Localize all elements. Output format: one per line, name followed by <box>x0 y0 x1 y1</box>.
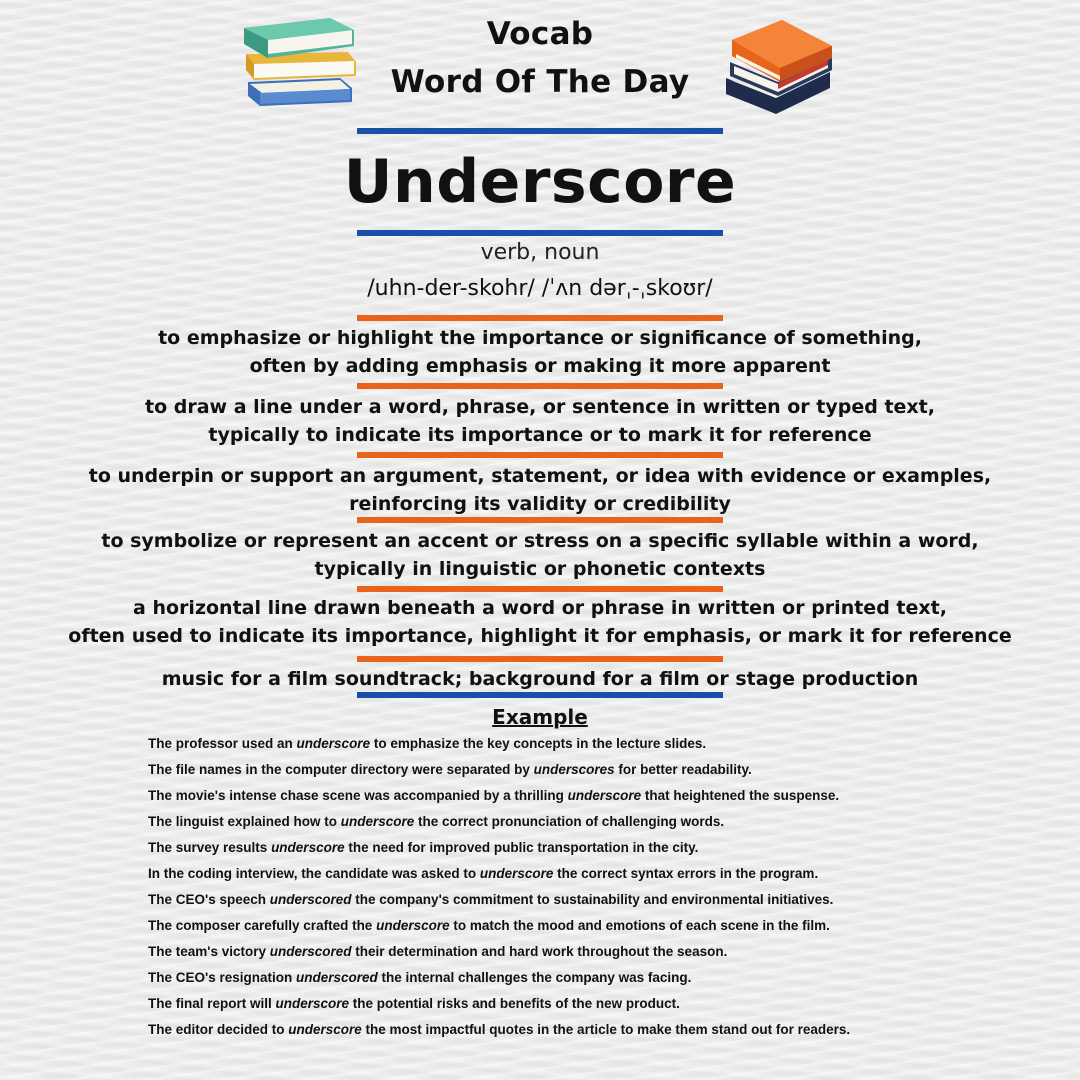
definition-1-line1: to emphasize or highlight the importance or significance of something, <box>158 327 922 349</box>
definition-5-line1: a horizontal line drawn beneath a word or phrase in written or printed text, <box>133 597 947 619</box>
divider-orange-5 <box>357 586 723 592</box>
example-sentence: The final report will underscore the potential risks and benefits of the new product. <box>148 996 680 1011</box>
divider-orange-3 <box>357 452 723 458</box>
example-sentence: The movie's intense chase scene was accompanied by a thrilling underscore that heightened the suspense. <box>148 788 840 803</box>
definition-3-line2: reinforcing its validity or credibility <box>349 493 731 515</box>
definition-2-line2: typically to indicate its importance or to mark it for reference <box>208 424 872 446</box>
example-sentence: The composer carefully crafted the underscore to match the mood and emotions of each scene in the film. <box>148 918 830 933</box>
definition-2 <box>0 393 1080 449</box>
definition-5 <box>0 594 1080 650</box>
headword: Underscore <box>343 147 737 217</box>
part-of-speech: verb, noun <box>480 240 600 265</box>
example-sentence: The CEO's speech underscored the company's commitment to sustainability and environmental initiatives. <box>148 892 834 907</box>
definition-2-line1: to draw a line under a word, phrase, or sentence in written or typed text, <box>145 396 935 418</box>
definition-3-line1: to underpin or support an argument, statement, or idea with evidence or examples, <box>88 465 992 487</box>
definition-4-line1: to symbolize or represent an accent or stress on a specific syllable within a word, <box>101 530 979 552</box>
divider-blue-top <box>357 128 723 134</box>
definition-5-line2: often used to indicate its importance, highlight it for emphasis, or mark it for reference <box>68 625 1012 647</box>
example-sentence: In the coding interview, the candidate was asked to underscore the correct syntax errors in the program. <box>148 866 819 881</box>
examples-list <box>148 734 1048 1046</box>
example-sentence: The team's victory underscored their determination and hard work throughout the season. <box>148 944 728 959</box>
header-vocab: Vocab <box>486 16 594 52</box>
divider-orange-1 <box>357 315 723 321</box>
divider-blue-under-word <box>357 230 723 236</box>
divider-orange-4 <box>357 517 723 523</box>
example-sentence: The linguist explained how to underscore the correct pronunciation of challenging words. <box>148 814 725 829</box>
definition-6-line1: music for a film soundtrack; background for a film or stage production <box>161 668 919 690</box>
divider-orange-2 <box>357 383 723 389</box>
example-sentence: The survey results underscore the need for improved public transportation in the city. <box>148 840 699 855</box>
definition-1-line2: often by adding emphasis or making it more apparent <box>249 355 831 377</box>
definition-3 <box>0 462 1080 518</box>
example-sentence: The professor used an underscore to emphasize the key concepts in the lecture slides. <box>148 736 707 751</box>
definition-4-line2: typically in linguistic or phonetic contexts <box>314 558 766 580</box>
definition-6 <box>0 665 1080 693</box>
divider-orange-6 <box>357 656 723 662</box>
definition-1 <box>0 324 1080 380</box>
example-sentence: The editor decided to underscore the most impactful quotes in the article to make them stand out for readers. <box>148 1022 851 1037</box>
pronunciation: /uhn-der-skohr/ /ˈʌn dərˌ-ˌskoʊr/ <box>367 276 713 301</box>
definition-4 <box>0 527 1080 583</box>
example-sentence: The CEO's resignation underscored the internal challenges the company was facing. <box>148 970 692 985</box>
example-heading: Example <box>492 705 588 729</box>
divider-blue-bottom <box>357 692 723 698</box>
example-sentence: The file names in the computer directory were separated by underscores for better readability. <box>148 762 752 777</box>
header-word-of-the-day: Word Of The Day <box>390 64 690 100</box>
